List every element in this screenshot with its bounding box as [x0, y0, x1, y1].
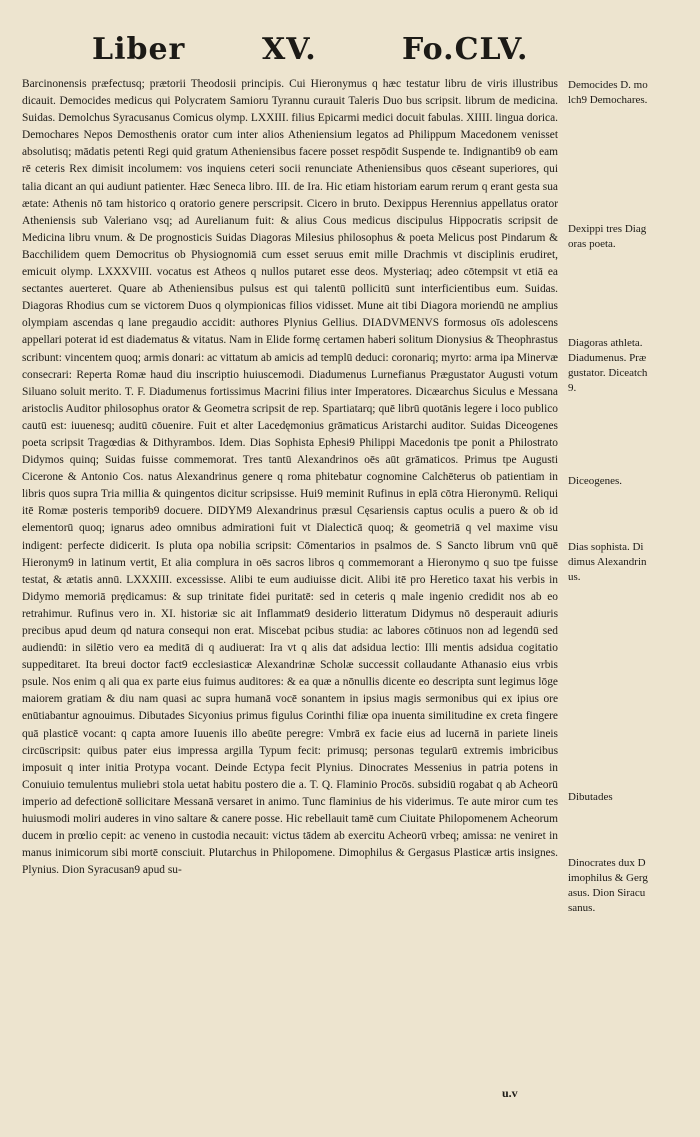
marginal-note-dexippi: Dexippi tres Diagoras poeta. — [568, 223, 647, 250]
running-head — [92, 32, 542, 72]
marginal-note-dibutades: Dibutades — [568, 791, 613, 803]
running-head-folio: Fo.CLV. — [402, 32, 529, 67]
main-text: Barcinonensis præfectusq; prætorii Theodosii principis. Cui Hieronymus q hæc testatur libru de viris illustribus dicauit. Democides medicus qui Polycratem Samioru Tyrannu curauit Taleris Duo bus scripsit. librum de medicina. Suidas. Demolchus Syracusanus Comicus olymp. LXXIII. filius Epicarmi medici docuit fabulas. XIIII. lingua dorica. Demochares Nepos Demosthenis orator cum inter alios Atheniensium legatos ad Philippum Macedonem venisset absolutisq; mādatis petenti Regi quid gratum Atheniensibus facere posset respōdit Suspende te. Indignantib9 ob eam rē ceteris Rex dimisit incolumem: vos inquiens ceteri socii renunciate Atheniensibus quos cēseant superiores, qui talia dicant an qui audiunt patienter. Hæc Seneca libro. III. de Ira. Hic etiam historiam earum rerum q erant gesta sua ætate: Athenis nō tam historico q oratorio genere perscripsit. Cicero in bruto. Dexippus Herennius appellatus orator Atheniensis sub Valeriano vsq; ad Aurelianum fuit: & alius Cous medicus discipulus Hippocratis scripsit de Medicina libru vnum. & De prognosticis Suidas Diagoras Milesius philosophus & poeta Melicus post Pindarum & Bacchilidem quem Democritus ob Physiognomiā cum esset seruus emit mille Drachmis vt disciplinis erudiret, emicuit olymp. LXXXVIII. vocatus est Atheos q nullos putaret esse deos. Mysteriaq; adeo cōtempsit vt etiā ea sectantes auerteret. Quare ab Atheniensibus pulsus est qui talentū pollicitū sunt interficientibus eum. Suidas. Diagoras Rhodius cum se victorem Duos q olympionicas filios vidisset. Mune ait tibi Diagora moriendū ne amplius olympiam ascendas q lane pregaudio accidit: authores Plynius Gellius. DIADVMENVS formosus oīs adolescens appellari poterat id est diadematus & vitatus. Nam in Elide formę certamen haberi solitum Dionysius & Theophrastus scribunt: vincentem quoq; armis donari: ac vittatum ab amicis ad templū deduci: coronariq; myrto: arma ipa Minervæ consecrari: Reperta Romæ haud diu inscriptio huiuscemodi. Diadumenus Lurnefianus Prægustator Augusti votum Siluano soluit merito. T. F. Diadumenus fortissimus Macrini filius inter Imperatores. Dicæarchus Siculus e Messana aristoclis Auditor philosophus orator & Geometra scripsit de rep. Spartiatarq; quē librū quotānis legere i loco publico cautū est: iuuenesq; auditū cōuenire. Fuit et alter Lacedęmonius grāmaticus Aristarchi auditor. Suidas Diceogenes poeta scripsit Tragœdias & Dithyrambos. Idem. Dias Sophista Ephesi9 Philippi Macedonis tpe ponit a Philostrato Didymos quinq; Suidas fuisse commemorat. Tres tantū Alexandrinos oēs aūt grāmaticos. Primus tpe Augusti Cicerone & Antonio Cos. natus Alexandrinus genere q roma phitebatur cognomine Calchēterus ob patientiam in libris quos supra Tria millia & quingentos dicitur scripsisse. Hui9 meminit Rufinus in eplā cōtra Hieronymū. Reliqui itē Romæ posteris temporib9 docuere. DIDYM9 Alexandrinus præsul Cęsariensis captus oculis a puero & ob id elementorū quoq; ignarus adeo omnibus admirationi fuit vt Dialecticā quoq; & geometriā q vel maxime visu indigent: perfecte didicerit. Is pluta opa nobilia scripsit: Cōmentarios in psalmos de. S Sancto librum vnū quē Hieronym9 in latinum vertit, Et alia complura in oēs sacros libros q commemorant a Hieronymo q suo tpe fuisse testat, & ætatis annū. LXXXIII. excessisse. Alibi te eum audiuisse dicit. Alibi itē pro Heretico taxat his verbis in Didymo memoriā prędicamus: & sup trinitate fidei puritatē: sed in ceteris q male ingenio credidit nos ab eo retrahimur. Rufinus vero in. XI. historiæ sic ait Inflammat9 desiderio litteratum Didymus nō desperauit adiuris precibus apud deum qd natura consequi non erat. Miscebat pcibus studia: ac labores cōtinuos non ad legendū sed audiendū: in silētio vero ea meditā di q audiuerat: Ira vt q alis dat adsidua lectio: Illi mentis adsidua cogitatio suppeditaret. Ita breui doctor fact9 ecclesiasticæ Alexandrinæ Scholæ successit collaudante Athanasio eius vrbis psule. Nos enim q ali qua ex parte eius fuimus auditores: & ea quæ a nōnullis dicente eo descripta sunt legimus lōge maiorem gratiam & diu nam quasi ac supra humanā vocē sonantem in ipsius magis sermonibus qui ex ipius ore enūtiabantur agnouimus. Dibutades Sicyonius primus figulus Corinthi filiæ opa inuenta similitudine ex creta fingere quā plasticē vocant: q capta amore Iuuenis illo abeūte peregre: Vmbrā ex facie eius ad lucernā in pariete lineis circūscripsit: quibus pater eius impressa argilla Typum fecit: primusq; personas tegularū extremis imbricibus imposuit q inter initia Protypa vocant. Deinde Ectypa fecit Plynius. Dinocrates Messenius in patria potens in Conuiuio temulentus muliebri stola uetat habitu postero die a. T. Q. Flaminio Procōs. subsidiū rogabat q ab Acheorū imperio ad defectionē sollicitare Messanā versaret in animo. Tunc flaminius de his viderimus. Te aute miror cum tes huiusmodi moliri auderes in vino saltare & canere posse. Hic rebellauit tamē cum Ciuitate Philopomenem Acheorum ducem in prœlio cepit: ac veneno in custodia necauit: victus tādem ab exercitu Acheorū vrbeq; amissa: ne veniret in manus inimicorum sibi mortē consciuit. Plutarchus in Philopomene. Dimophilus & Gergasus Plasticæ artis insignes. Plynius. Dion Syracusan9 apud su- — [22, 78, 558, 877]
running-head-book: Liber — [92, 32, 186, 67]
marginal-note-democides: Democides D. molch9 Demochares. — [568, 79, 648, 106]
marginal-note-dinocrates: Dinocrates dux Dimophilus & Gergasus. Dion Siracusanus. — [568, 857, 648, 914]
main-text-column — [22, 76, 558, 879]
marginal-note-diceogenes: Diceogenes. — [568, 475, 623, 487]
running-head-book-number: XV. — [262, 32, 317, 67]
marginal-note-dias: Dias sophista. Didimus Alexandrinus. — [568, 541, 647, 583]
marginal-note-diagoras: Diagoras athleta. Diadumenus. Prægustator. Diceatch9. — [568, 337, 648, 394]
signature-mark: u.v — [502, 1086, 518, 1100]
